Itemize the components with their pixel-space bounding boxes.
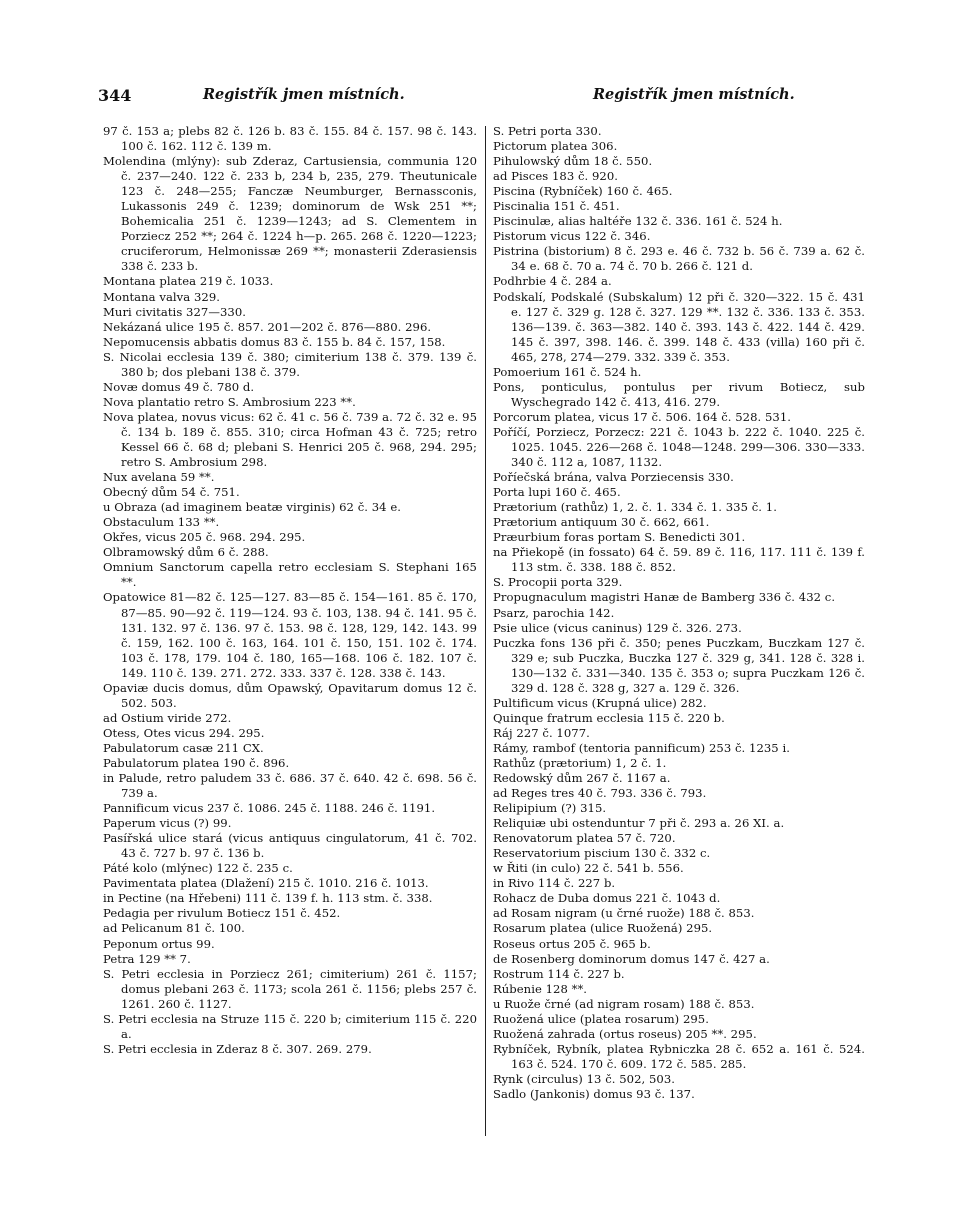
index-entry: Puczka fons 136 při č. 350; penes Puczkam, Buczkam 127 č. 329 e; sub Puczka, Buczka 127 č. 329 g, 341. 128 č. 328 i. 130—132 č. 331—340. 135 č. 353 o; supra Puczkam 126 č. 329 d. 128 č. 328 g, 327 a. 129 č. 326. <box>493 635 865 695</box>
index-entry: Olbramowský dům 6 č. 288. <box>103 545 269 560</box>
index-entry: Pasířská ulice stará (vicus antiquus cingulatorum, 41 č. 702. 43 č. 727 b. 97 č. 136 b. <box>103 831 477 861</box>
index-entry: Præurbium foras portam S. Benedicti 301. <box>493 530 746 545</box>
index-entry: u Ruože črné (ad nigram rosam) 188 č. 853. <box>493 996 755 1011</box>
index-entry: Pistorum vicus 122 č. 346. <box>493 229 651 244</box>
index-entry: Okřes, vicus 205 č. 968. 294. 295. <box>103 530 306 545</box>
index-entry: Poříčí, Porziecz, Porzecz: 221 č. 1043 b. 222 č. 1040. 225 č. 1025. 1045. 226—268 č. 1048—1248. 299—306. 330—333. 340 č. 112 a, 1087, 1132. <box>493 424 865 470</box>
index-entry: Nova platea, novus vicus: 62 č. 41 c. 56 č. 739 a. 72 č. 32 e. 95 č. 134 b. 189 č. 855. 310; circa Hofman 43 č. 725; retro Kessel 66 č. 68 d; plebani S. Henrici 205 č. 968, 294. 295; retro S. Ambrosium 298. <box>103 409 477 470</box>
index-entry: Muri civitatis 327—330. <box>103 304 246 319</box>
index-entry: na Přiekopě (in fossato) 64 č. 59. 89 č. 116, 117. 111 č. 139 f. 113 stm. č. 338. 188 č. 852. <box>493 545 865 575</box>
index-entry: Reliquiæ ubi ostenduntur 7 při č. 293 a. 26 XI. a. <box>493 816 785 831</box>
running-head-left: Registřík jmen místních. <box>203 86 405 103</box>
index-entry: ad Pelicanum 81 č. 100. <box>103 921 245 936</box>
index-entry: Roseus ortus 205 č. 965 b. <box>493 936 651 951</box>
index-entry: Otess, Otes vicus 294. 295. <box>103 725 265 740</box>
index-entry: Sadlo (Jankonis) domus 93 č. 137. <box>493 1087 695 1101</box>
page-header <box>98 86 888 110</box>
page-number: 344 <box>98 86 132 105</box>
index-entry: S. Petri porta 330. <box>493 124 602 138</box>
index-entry: Pedagia per rivulum Botiecz 151 č. 452. <box>103 906 341 921</box>
index-entry: Molendina (mlýny): sub Zderaz, Cartusiensia, communia 120 č. 237—240. 122 č. 233 b, 234 b, 235, 279. Theutunicale 123 č. 248—255; Fanczæ Neumburger, Bernassconis, Lukassonis 249 č. 1239; dominorum de Wsk 251 **; Bohemicalia 251 č. 1239—1243; ad S. Clementem in Porziecz 252 **; 264 č. 1224 h—p. 265. 268 č. 1220—1223; cruciferorum, Helmonissæ 269 **; monasterii Zderasiensis 338 č. 233 b. <box>103 154 477 274</box>
running-head-right: Registřík jmen místních. <box>593 86 795 103</box>
index-entry: Páté kolo (mlýnec) 122 č. 235 c. <box>103 861 293 876</box>
index-entry: Piscinulæ, alias haltéře 132 č. 336. 161 č. 524 h. <box>493 214 783 229</box>
index-entry: Obecný dům 54 č. 751. <box>103 485 240 500</box>
index-entry: Rathůz (prætorium) 1, 2 č. 1. <box>493 755 667 770</box>
index-entry: in Palude, retro paludem 33 č. 686. 37 č. 640. 42 č. 698. 56 č. 739 a. <box>103 771 477 801</box>
index-entry: ad Rosam nigram (u črné ruože) 188 č. 853. <box>493 906 755 921</box>
index-entry: Podhrbie 4 č. 284 a. <box>493 274 612 289</box>
index-entry: Opatowice 81—82 č. 125—127. 83—85 č. 154—161. 85 č. 170, 87—85. 90—92 č. 119—124. 93 č. 103, 138. 94 č. 141. 95 č. 131. 132. 97 č. 136. 97 č. 153. 98 č. 128, 129, 142. 143. 99 č. 159, 162. 100 č. 163, 164. 101 č. 150, 151. 102 č. 174. 103 č. 178, 179. 104 č. 180, 165—168. 106 č. 182. 107 č. 149. 110 č. 139. 271. 272. 333. 337 č. 128. 338 č. 143. <box>103 590 477 680</box>
index-entry: S. Procopii porta 329. <box>493 575 623 590</box>
index-entry: Opaviæ ducis domus, dům Opawský, Opavitarum domus 12 č. 502. 503. <box>103 680 477 710</box>
index-entry: Psarz, parochia 142. <box>493 605 615 620</box>
index-entry: Porta lupi 160 č. 465. <box>493 485 621 500</box>
index-entry: Rohacz de Duba domus 221 č. 1043 d. <box>493 891 721 906</box>
index-entry: Pihulowský dům 18 č. 550. <box>493 154 653 169</box>
index-entry: Ráj 227 č. 1077. <box>493 725 590 740</box>
index-entry: S. Petri ecclesia in Zderaz 8 č. 307. 269. 279. <box>103 1041 372 1056</box>
index-entry: S. Petri ecclesia na Struze 115 č. 220 b; cimiterium 115 č. 220 a. <box>103 1011 477 1041</box>
index-entry: Pictorum platea 306. <box>493 139 618 154</box>
index-entry: Nepomucensis abbatis domus 83 č. 155 b. 84 č. 157, 158. <box>103 334 446 349</box>
index-entry: de Rosenberg dominorum domus 147 č. 427 a. <box>493 951 770 966</box>
index-entry: ad Pisces 183 č. 920. <box>493 169 619 184</box>
index-entry: Peponum ortus 99. <box>103 936 215 951</box>
index-entry: S. Petri ecclesia in Porziecz 261; cimiterium) 261 č. 1157; domus plebani 263 č. 1173; scola 261 č. 1156; plebs 257 č. 1261. 260 č. 1127. <box>103 966 477 1011</box>
index-entry: Nux avelana 59 **. <box>103 470 215 485</box>
index-entry: Pabulatorum casæ 211 CX. <box>103 740 264 755</box>
index-entry: Pavimentata platea (Dlažení) 215 č. 1010. 216 č. 1013. <box>103 876 429 891</box>
index-entry: Pannificum vicus 237 č. 1086. 245 č. 1188. 246 č. 1191. <box>103 801 436 816</box>
index-entry: ad Ostium viride 272. <box>103 710 232 725</box>
index-entry: Pons, ponticulus, pontulus per rivum Botiecz, sub Wyschegrado 142 č. 413, 416. 279. <box>493 379 865 409</box>
index-entry: Porcorum platea, vicus 17 č. 506. 164 č. 528. 531. <box>493 409 792 424</box>
index-entry: Nova plantatio retro S. Ambrosium 223 **. <box>103 394 356 409</box>
index-entry: Rynk (circulus) 13 č. 502, 503. <box>493 1071 675 1086</box>
index-entry: Renovatorum platea 57 č. 720. <box>493 831 676 846</box>
right-column <box>493 124 865 1102</box>
index-entry: Piscinalia 151 č. 451. <box>493 199 620 214</box>
index-entry: Pabulatorum platea 190 č. 896. <box>103 755 290 770</box>
index-entry: Piscina (Rybníček) 160 č. 465. <box>493 184 673 199</box>
index-entry: Nekázaná ulice 195 č. 857. 201—202 č. 876—880. 296. <box>103 319 432 334</box>
index-entry: Rúbenie 128 **. <box>493 981 588 996</box>
index-entry: Prætorium (rathůz) 1, 2. č. 1. 334 č. 1. 335 č. 1. <box>493 500 777 515</box>
index-entry: Poříečská brána, valva Porziecensis 330. <box>493 470 734 485</box>
index-entry: Propugnaculum magistri Hanæ de Bamberg 336 č. 432 c. <box>493 590 836 605</box>
index-entry: Ruožená zahrada (ortus roseus) 205 **. 295. <box>493 1026 757 1041</box>
index-entry: Ruožená ulice (platea rosarum) 295. <box>493 1011 709 1026</box>
index-entry: in Pectine (na Hřebeni) 111 č. 139 f. h. 113 stm. č. 338. <box>103 891 433 906</box>
index-entry: Podskalí, Podskalé (Subskalum) 12 při č. 320—322. 15 č. 431 e. 127 č. 329 g. 128 č. 327. 129 **. 132 č. 336. 133 č. 353. 136—139. č. 363—382. 140 č. 393. 143 č. 422. 144 č. 429. 145 č. 397, 398. 146. č. 399. 148 č. 433 (villa) 160 při č. 465, 278, 274—279. 332. 339 č. 353. <box>493 289 865 364</box>
index-entry: Montana platea 219 č. 1033. <box>103 274 274 289</box>
index-entry: 97 č. 153 a; plebs 82 č. 126 b. 83 č. 155. 84 č. 157. 98 č. 143. 100 č. 162. 112 č. 139 m. <box>103 124 477 154</box>
index-entry: Rámy, rambof (tentoria pannificum) 253 č. 1235 i. <box>493 740 790 755</box>
index-entry: Novæ domus 49 č. 780 d. <box>103 379 255 394</box>
index-entry: Psie ulice (vicus caninus) 129 č. 326. 273. <box>493 620 742 635</box>
index-entry: Pistrina (bistorium) 8 č. 293 e. 46 č. 732 b. 56 č. 739 a. 62 č. 34 e. 68 č. 70 a. 74 č. 70 b. 266 č. 121 d. <box>493 244 865 274</box>
index-entry: ad Reges tres 40 č. 793. 336 č. 793. <box>493 786 707 801</box>
index-entry: Paperum vicus (?) 99. <box>103 816 232 831</box>
index-entry: Rosarum platea (ulice Ruožená) 295. <box>493 921 713 936</box>
index-entry: Prætorium antiquum 30 č. 662, 661. <box>493 515 710 530</box>
index-entry: S. Nicolai ecclesia 139 č. 380; cimiterium 138 č. 379. 139 č. 380 b; dos plebani 138 č. 379. <box>103 349 477 379</box>
index-entry: Relipipium (?) 315. <box>493 801 607 816</box>
index-entry: Obstaculum 133 **. <box>103 515 220 530</box>
index-entry: Pultificum vicus (Krupná ulice) 282. <box>493 695 707 710</box>
index-entry: Petra 129 ** 7. <box>103 951 191 966</box>
index-entry: Quinque fratrum ecclesia 115 č. 220 b. <box>493 710 725 725</box>
index-entry: in Rivo 114 č. 227 b. <box>493 876 616 891</box>
index-entry: Pomoerium 161 č. 524 h. <box>493 364 642 379</box>
index-entry: u Obraza (ad imaginem beatæ virginis) 62 č. 34 e. <box>103 500 401 515</box>
index-entry: Rybníček, Rybník, platea Rybniczka 28 č. 652 a. 161 č. 524. 163 č. 524. 170 č. 609. 172 č. 585. 285. <box>493 1041 865 1071</box>
index-entry: Montana valva 329. <box>103 289 220 304</box>
index-entry: Omnium Sanctorum capella retro ecclesiam S. Stephani 165 **. <box>103 560 477 590</box>
index-entry: w Řiti (in culo) 22 č. 541 b. 556. <box>493 861 684 876</box>
index-entry: Redowský dům 267 č. 1167 a. <box>493 771 671 786</box>
left-column <box>103 124 477 1057</box>
index-entry: Rostrum 114 č. 227 b. <box>493 966 625 981</box>
column-divider <box>485 126 486 1136</box>
index-entry: Reservatorium piscium 130 č. 332 c. <box>493 846 711 861</box>
